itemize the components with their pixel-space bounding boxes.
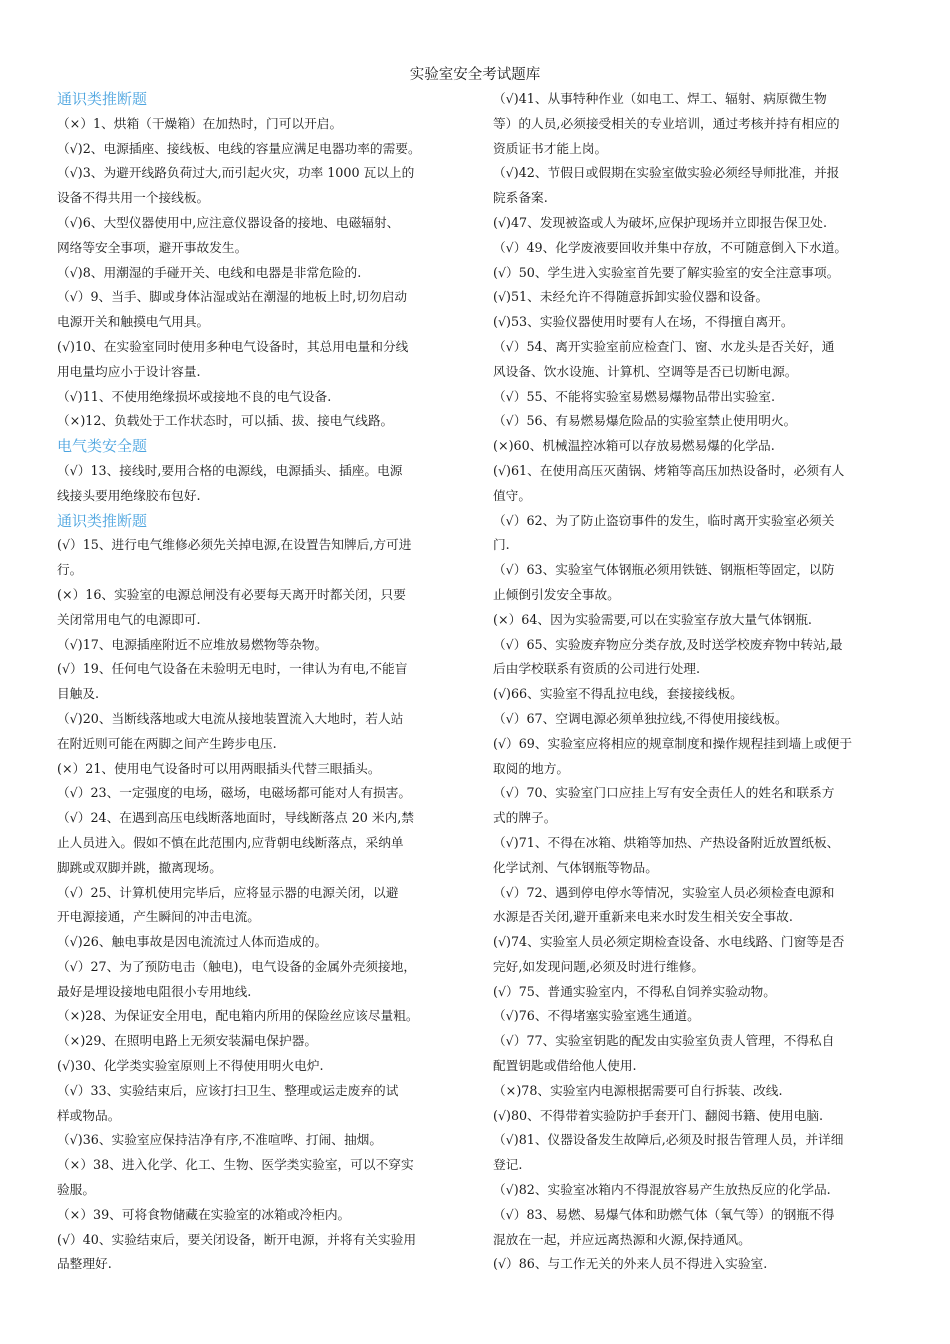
section-heading: 通识类推断题: [57, 511, 148, 530]
question-text-line: （√)6、大型仪器使用中,应注意仪器设备的接地、电磁辐射、: [57, 214, 400, 230]
question-text-line: （√）62、为了防止盗窃事件的发生，临时离开实验室必须关: [493, 512, 835, 528]
question-text-line: （√)41、从事特种作业（如电工、焊工、辐射、病原微生物: [493, 91, 827, 106]
question-text-line: 目触及.: [57, 686, 100, 702]
question-text-line: （√）65、实验废弃物应分类存放,及时送学校废弃物中转站,最: [493, 636, 843, 652]
question-text-line: 值守。: [493, 487, 532, 503]
question-text-line: （√）25、计算机使用完毕后，应将显示器的电源关闭，以避: [57, 884, 399, 900]
question-text-line: 登记.: [493, 1157, 523, 1173]
question-text-line: (√）40、实验结束后，要关闭设备，断开电源，并将有关实验用: [57, 1231, 417, 1247]
question-text-line: 门.: [493, 537, 510, 553]
question-text-line: (√)10、在实验室同时使用多种电气设备时，其总用电量和分线: [57, 338, 409, 354]
question-text-line: 取阅的地方。: [493, 760, 570, 776]
question-text-line: （×)12、负载处于工作状态时，可以插、拔、接电气线路。: [57, 413, 394, 429]
question-text-line: 最好是埋设接地电阻很小专用地线.: [57, 983, 252, 999]
question-text-line: （√）24、在遇到高压电线断落地面时，导线断落点 20 米内,禁: [57, 810, 414, 826]
question-text-line: 用电量均应小于设计容量.: [57, 363, 201, 379]
question-text-line: （√）23、一定强度的电场，磁场，电磁场都可能对人有损害。: [57, 785, 412, 801]
question-text-line: （√）67、空调电源必须单独拉线,不得使用接线板。: [493, 710, 788, 726]
question-text-line: （×）39、可将食物储藏在实验室的冰箱或冷柜内。: [57, 1206, 351, 1222]
question-text-line: （√）54、离开实验室前应检查门、窗、水龙头是否关好，通: [493, 338, 835, 354]
question-text-line: （√)8、用潮湿的手碰开关、电线和电器是非常危险的.: [57, 264, 362, 280]
question-text-line: （√）9、当手、脚或身体沾湿或站在潮湿的地板上时,切勿启动: [57, 289, 408, 305]
question-text-line: （√）27、为了预防电击（触电)，电气设备的金属外壳须接地，: [57, 958, 417, 974]
question-text-line: （√）49、化学废液要回收并集中存放，不可随意倒入下水道。: [493, 239, 848, 255]
question-text-line: 式的牌子。: [493, 810, 557, 826]
question-text-line: （√)76、不得堵塞实验室逃生通道。: [493, 1008, 700, 1024]
question-text-line: 资质证书才能上岗。: [493, 140, 608, 156]
question-text-line: （√)26、触电事故是因电流流过人体而造成的。: [57, 934, 328, 950]
question-text-line: (√)61、在使用高压灭菌锅、烤箱等高压加热设备时，必须有人: [493, 462, 845, 478]
question-text-line: 网络等安全事项，避开事故发生。: [57, 239, 248, 255]
right-column: [493, 87, 897, 1277]
question-text-line: （×）38、进入化学、化工、生物、医学类实验室，可以不穿实: [57, 1157, 414, 1173]
question-text-line: （×)78、实验室内电源根据需要可自行拆装、改线.: [493, 1082, 783, 1098]
question-text-line: (√）19、任何电气设备在未验明无电时，一律认为有电,不能盲: [57, 661, 408, 677]
question-text-line: （√）13、接线时,要用合格的电源线，电源插头、插座。电源: [57, 462, 403, 478]
question-text-line: （×)29、在照明电路上无须安装漏电保护器。: [57, 1033, 318, 1049]
question-text-line: (×）16、实验室的电源总闸没有必要每天离开时都关闭，只要: [57, 586, 406, 602]
question-text-line: （√)3、为避开线路负荷过大,而引起火灾，功率 1000 瓦以上的: [57, 165, 415, 181]
question-text-line: （√)71、不得在冰箱、烘箱等加热、产热设备附近放置纸板、: [493, 834, 840, 850]
question-text-line: (√）69、实验室应将相应的规章制度和操作规程挂到墙上或便于: [493, 735, 853, 751]
question-text-line: 风设备、饮水设施、计算机、空调等是否已切断电源。: [493, 363, 798, 379]
question-text-line: 在附近则可能在两脚之间产生跨步电压.: [57, 735, 277, 751]
question-text-line: 化学试剂、气体钢瓶等物品。: [493, 859, 658, 875]
question-text-line: 水源是否关闭,避开重新来电来水时发生相关安全事故.: [493, 909, 793, 925]
question-text-line: 电源开关和触摸电气用具。: [57, 314, 210, 330]
question-text-line: 行。: [57, 562, 83, 578]
question-text-line: (√）15、进行电气维修必须先关掉电源,在设置告知牌后,方可进: [57, 537, 412, 553]
question-text-line: 设备不得共用一个接线板。: [57, 190, 210, 206]
question-text-line: (×)60、机械温控冰箱可以存放易燃易爆的化学品.: [493, 438, 775, 454]
question-text-line: （√)42、节假日或假期在实验室做实验必须经导师批准，并报: [493, 165, 840, 181]
question-text-line: （√)2、电源插座、接线板、电线的容量应满足电器功率的需要。: [57, 140, 421, 156]
question-text-line: 关闭常用电气的电源即可.: [57, 611, 201, 627]
question-text-line: （√）55、不能将实验室易燃易爆物品带出实验室.: [493, 388, 776, 404]
question-text-line: （√)36、实验室应保持洁净有序,不准喧哗、打闹、抽烟。: [57, 1132, 383, 1148]
question-text-line: （√）77、实验室钥匙的配发由实验室负责人管理，不得私自: [493, 1033, 835, 1049]
question-text-line: （×）1、烘箱（干燥箱）在加热时，门可以开启。: [57, 115, 343, 131]
question-text-line: 脚跳或双脚并跳，撤离现场。: [57, 859, 222, 875]
question-text-line: (×）64、因为实验需要,可以在实验室存放大量气体钢瓶.: [493, 611, 812, 627]
question-text-line: （√）63、实验室气体钢瓶必须用铁链、钢瓶柜等固定，以防: [493, 562, 835, 578]
question-text-line: 完好,如发现问题,必须及时进行维修。: [493, 958, 705, 974]
question-text-line: (√）50、学生进入实验室首先要了解实验室的安全注意事项。: [493, 264, 840, 280]
left-column: [57, 87, 473, 1277]
section-heading: 电气类安全题: [57, 437, 148, 456]
question-text-line: 线接头要用绝缘胶布包好.: [57, 487, 201, 503]
question-text-line: 开电源接通，产生瞬间的冲击电流。: [57, 909, 260, 925]
section-heading: 通识类推断题: [57, 90, 148, 108]
page-title: 实验室安全考试题库: [409, 67, 541, 83]
question-text-line: (√）75、普通实验室内，不得私自饲养实验动物。: [493, 983, 776, 999]
question-text-line: 后由学校联系有资质的公司进行处理.: [493, 661, 701, 677]
question-text-line: 样或物品。: [57, 1107, 121, 1123]
question-text-line: 混放在一起，并应远离热源和火源,保持通风。: [493, 1231, 751, 1247]
question-text-line: (√)80、不得带着实验防护手套开门、翻阅书籍、使用电脑.: [493, 1107, 823, 1123]
question-text-line: （√)17、电源插座附近不应堆放易燃物等杂物。: [57, 636, 328, 652]
question-text-line: (√)53、实验仪器使用时要有人在场，不得擅自离开。: [493, 314, 794, 330]
question-text-line: （√）83、易燃、易爆气体和助燃气体（氧气等）的钢瓶不得: [493, 1206, 835, 1222]
question-text-line: 配置钥匙或借给他人使用.: [493, 1058, 637, 1074]
question-text-line: 止倾倒引发安全事故。: [493, 586, 620, 602]
question-text-line: 等）的人员,必须接受相关的专业培训，通过考核并持有相应的: [493, 115, 840, 131]
question-text-line: (√)51、未经允许不得随意拆卸实验仪器和设备。: [493, 289, 769, 305]
question-text-line: (√）86、与工作无关的外来人员不得进入实验室.: [493, 1256, 768, 1272]
question-text-line: 院系备案.: [493, 190, 548, 206]
question-text-line: （√）70、实验室门口应挂上写有安全责任人的姓名和联系方: [493, 785, 835, 801]
question-text-line: (√)74、实验室人员必须定期检查设备、水电线路、门窗等是否: [493, 934, 845, 950]
question-text-line: (×）21、使用电气设备时可以用两眼插头代替三眼插头。: [57, 760, 381, 776]
question-text-line: 验服。: [57, 1182, 96, 1198]
question-text-line: （√)82、实验室冰箱内不得混放容易产生放热反应的化学品.: [493, 1182, 831, 1198]
question-text-line: （√)11、不使用绝缘损坏或接地不良的电气设备.: [57, 388, 332, 404]
question-text-line: （√）72、遇到停电停水等情况，实验室人员必须检查电源和: [493, 884, 835, 900]
question-text-line: (√)30、化学类实验室原则上不得使用明火电炉.: [57, 1058, 324, 1074]
question-text-line: 止人员进入。假如不慎在此范围内,应背朝电线断落点，采纳单: [57, 834, 404, 850]
question-text-line: （×)28、为保证安全用电，配电箱内所用的保险丝应该尽量粗。: [57, 1008, 419, 1024]
question-text-line: （√)81、仪器设备发生故障后,必须及时报告管理人员，并详细: [493, 1132, 844, 1148]
question-text-line: (√)66、实验室不得乱拉电线，套接接线板。: [493, 686, 743, 702]
question-text-line: （√）33、实验结束后，应该打扫卫生、整理或运走废弃的试: [57, 1082, 399, 1098]
question-text-line: (√)47、发现被盗或人为破坏,应保护现场并立即报告保卫处.: [493, 214, 828, 230]
question-text-line: （√)20、当断线落地或大电流从接地装置流入大地时，若人站: [57, 710, 404, 726]
question-text-line: （√）56、有易燃易爆危险品的实验室禁止使用明火。: [493, 413, 797, 429]
question-text-line: 品整理好.: [57, 1256, 112, 1272]
